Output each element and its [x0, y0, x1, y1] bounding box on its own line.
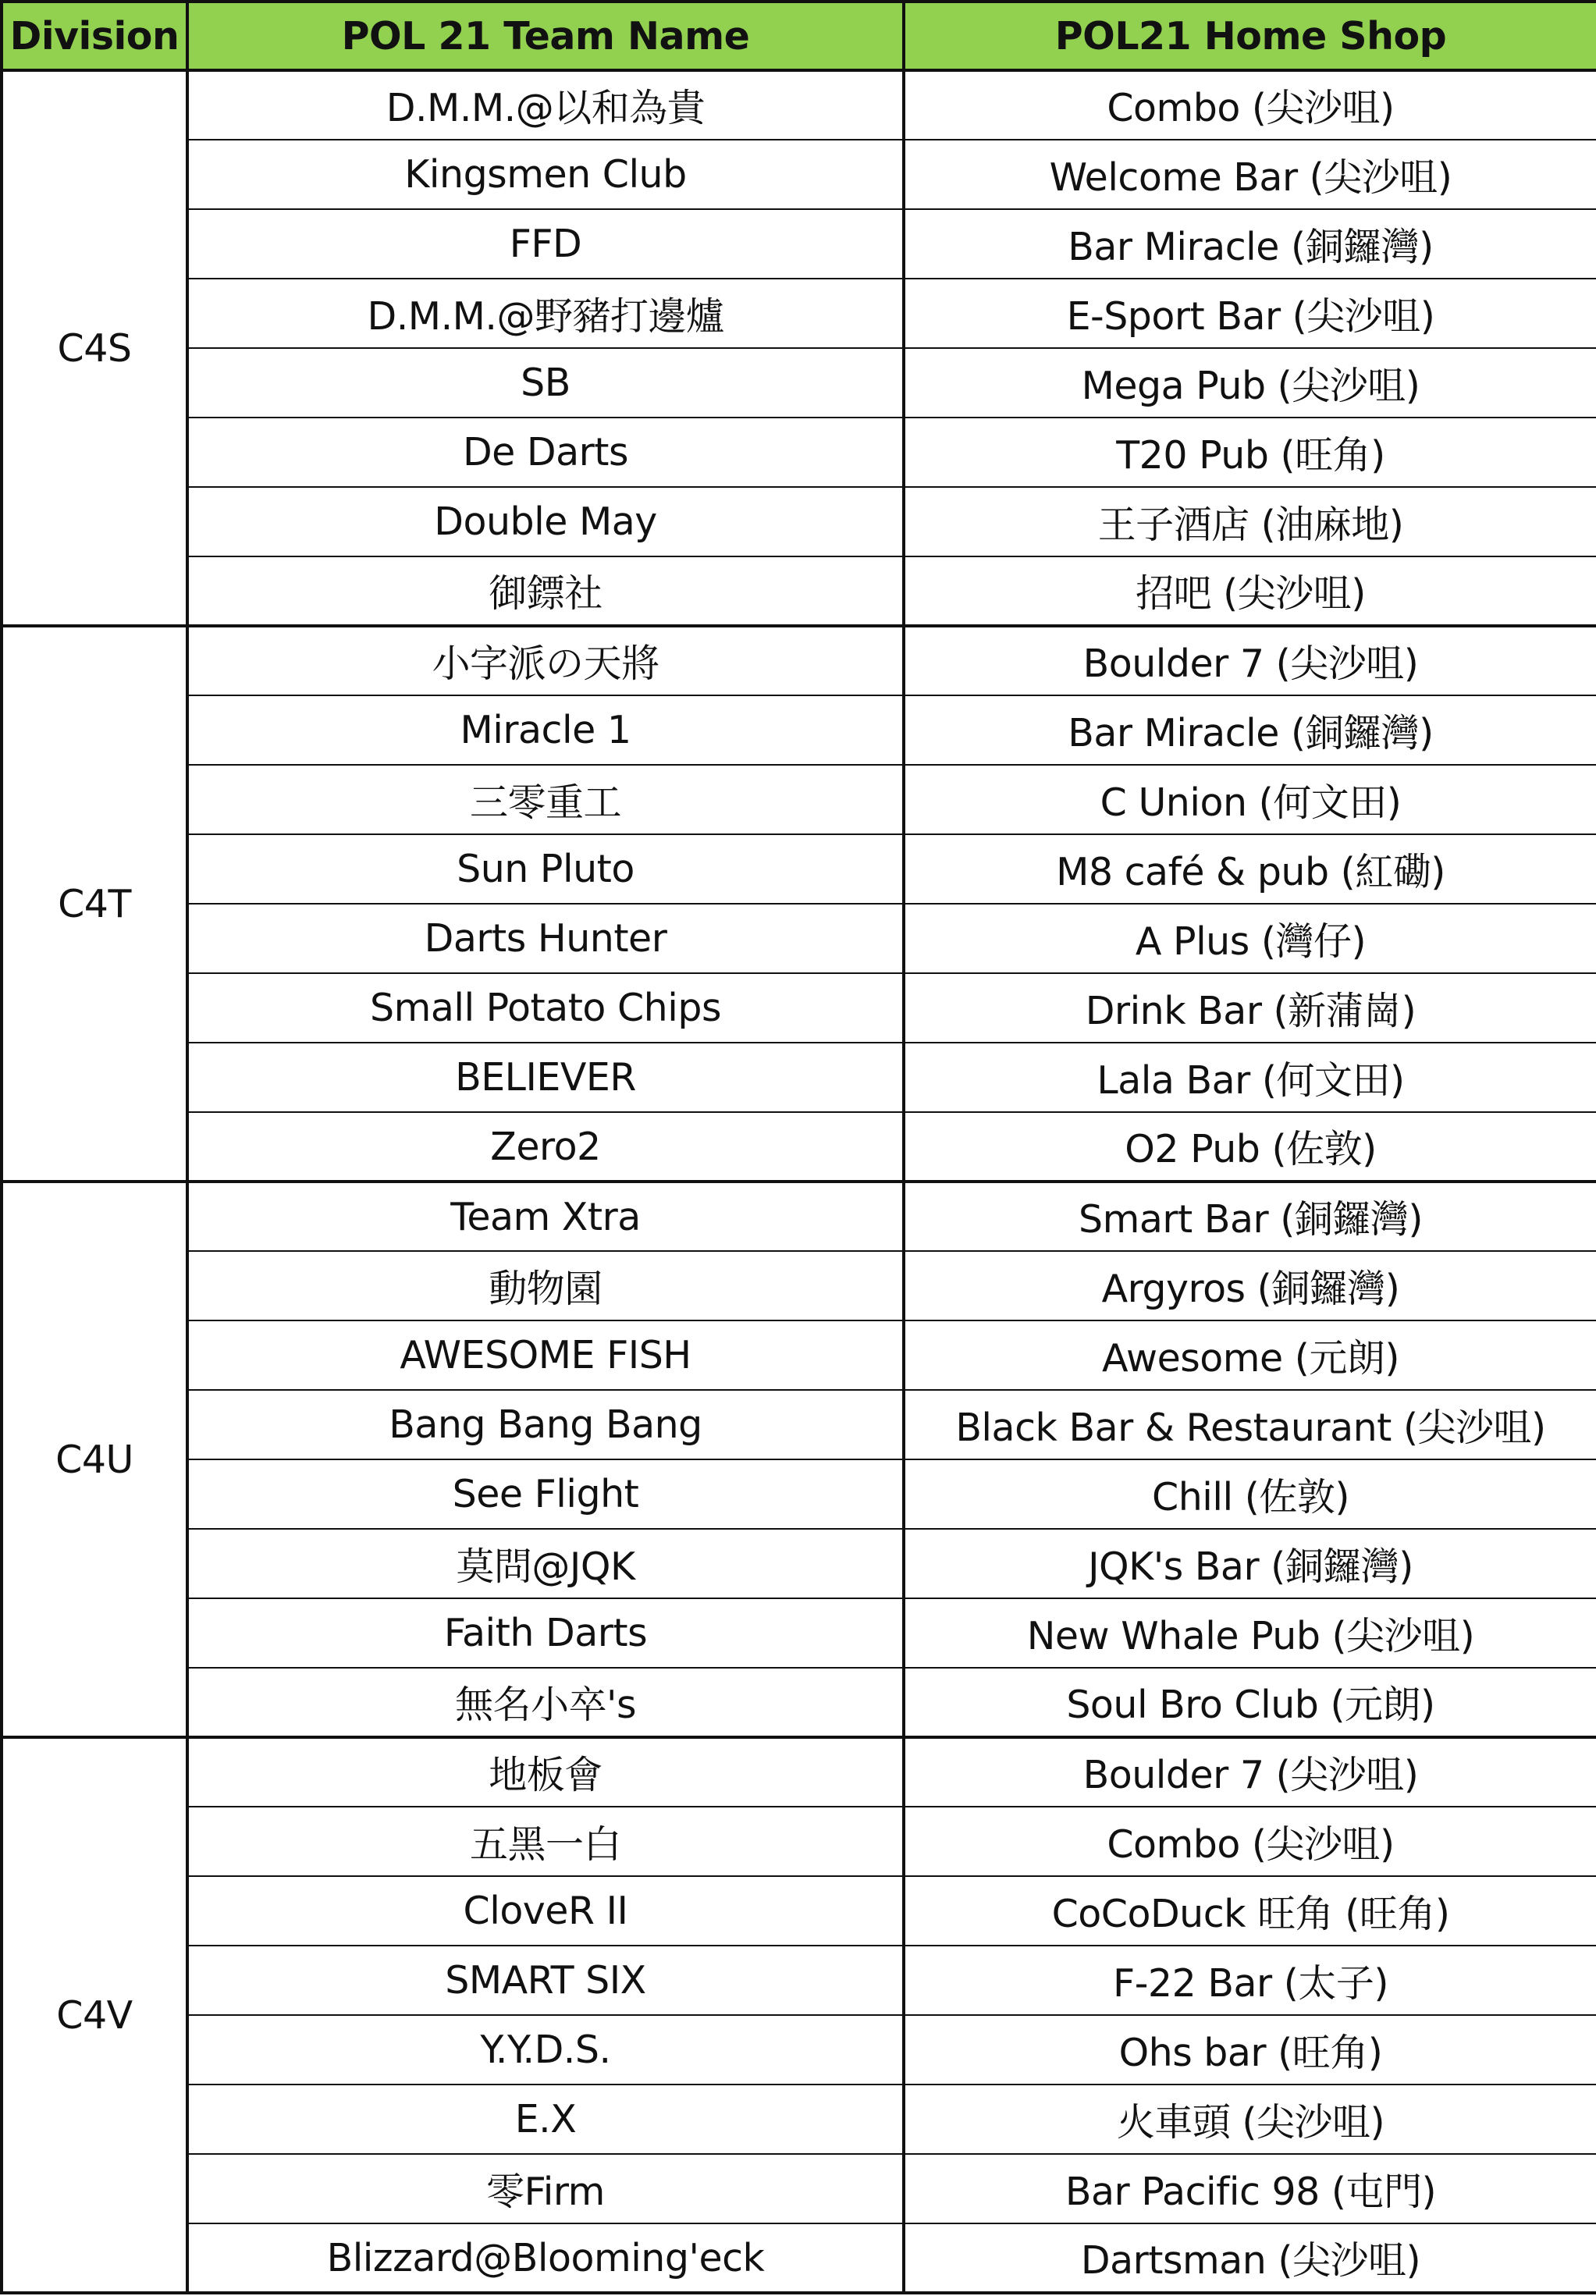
- home-shop-cell: Boulder 7 (尖沙咀): [904, 1737, 1596, 1807]
- team-name-cell: SMART SIX: [187, 1946, 904, 2015]
- team-name-cell: Kingsmen Club: [187, 140, 904, 209]
- table-row: [2, 1946, 1596, 2015]
- home-shop-cell: F-22 Bar (太子): [904, 1946, 1596, 2015]
- team-name-cell: Team Xtra: [187, 1182, 904, 1251]
- home-shop-cell: Soul Bro Club (元朗): [904, 1668, 1596, 1737]
- team-name-cell: 御鏢社: [187, 556, 904, 626]
- home-shop-cell: Bar Miracle (銅鑼灣): [904, 695, 1596, 765]
- table-row: [2, 209, 1596, 279]
- division-cell: C4S: [2, 70, 187, 626]
- table-row: [2, 973, 1596, 1043]
- table-row: [2, 418, 1596, 487]
- table-row: [2, 1876, 1596, 1946]
- home-shop-cell: C Union (何文田): [904, 765, 1596, 834]
- table-row: [2, 487, 1596, 556]
- home-shop-cell: Combo (尖沙咀): [904, 1807, 1596, 1876]
- table-body: [2, 70, 1596, 2293]
- table-row: [2, 1598, 1596, 1668]
- home-shop-cell: 火車頭 (尖沙咀): [904, 2085, 1596, 2154]
- home-shop-cell: CoCoDuck 旺角 (旺角): [904, 1876, 1596, 1946]
- table-row: [2, 1320, 1596, 1390]
- table-row: [2, 765, 1596, 834]
- team-name-cell: Blizzard@Blooming'eck: [187, 2223, 904, 2293]
- division-cell: C4T: [2, 626, 187, 1182]
- table-row: [2, 140, 1596, 209]
- home-shop-cell: Black Bar & Restaurant (尖沙咀): [904, 1390, 1596, 1459]
- team-name-cell: Miracle 1: [187, 695, 904, 765]
- home-shop-cell: Combo (尖沙咀): [904, 70, 1596, 140]
- home-shop-cell: Mega Pub (尖沙咀): [904, 348, 1596, 418]
- team-name-cell: 無名小卒's: [187, 1668, 904, 1737]
- home-shop-cell: Argyros (銅鑼灣): [904, 1251, 1596, 1320]
- table-row: [2, 2223, 1596, 2293]
- table-row: [2, 1390, 1596, 1459]
- home-shop-cell: Chill (佐敦): [904, 1459, 1596, 1529]
- table-row: [2, 626, 1596, 695]
- home-shop-cell: JQK's Bar (銅鑼灣): [904, 1529, 1596, 1598]
- division-cell: C4V: [2, 1737, 187, 2293]
- team-name-cell: Small Potato Chips: [187, 973, 904, 1043]
- table-row: [2, 834, 1596, 904]
- header-team-name: POL 21 Team Name: [187, 2, 904, 70]
- home-shop-cell: A Plus (灣仔): [904, 904, 1596, 973]
- table-row: [2, 70, 1596, 140]
- team-name-cell: D.M.M.@野豬打邊爐: [187, 279, 904, 348]
- team-name-cell: 五黑一白: [187, 1807, 904, 1876]
- home-shop-cell: Ohs bar (旺角): [904, 2015, 1596, 2085]
- home-shop-cell: M8 café & pub (紅磡): [904, 834, 1596, 904]
- table-row: [2, 695, 1596, 765]
- table-row: [2, 556, 1596, 626]
- home-shop-cell: T20 Pub (旺角): [904, 418, 1596, 487]
- table-row: [2, 279, 1596, 348]
- header-division: Division: [2, 2, 187, 70]
- home-shop-cell: E-Sport Bar (尖沙咀): [904, 279, 1596, 348]
- team-name-cell: Darts Hunter: [187, 904, 904, 973]
- team-name-cell: 地板會: [187, 1737, 904, 1807]
- table-row: [2, 348, 1596, 418]
- table-row: [2, 1737, 1596, 1807]
- team-name-cell: 三零重工: [187, 765, 904, 834]
- table-row: [2, 904, 1596, 973]
- table-row: [2, 2085, 1596, 2154]
- home-shop-cell: Smart Bar (銅鑼灣): [904, 1182, 1596, 1251]
- team-name-cell: 小字派の天將: [187, 626, 904, 695]
- team-name-cell: CloveR II: [187, 1876, 904, 1946]
- header-row: [2, 2, 1596, 70]
- header-home-shop: POL21 Home Shop: [904, 2, 1596, 70]
- team-name-cell: Sun Pluto: [187, 834, 904, 904]
- table-header: [2, 2, 1596, 70]
- team-name-cell: BELIEVER: [187, 1043, 904, 1112]
- table-row: [2, 2154, 1596, 2223]
- team-name-cell: See Flight: [187, 1459, 904, 1529]
- table-row: [2, 1251, 1596, 1320]
- home-shop-cell: O2 Pub (佐敦): [904, 1112, 1596, 1182]
- home-shop-cell: 王子酒店 (油麻地): [904, 487, 1596, 556]
- team-name-cell: D.M.M.@以和為貴: [187, 70, 904, 140]
- home-shop-cell: New Whale Pub (尖沙咀): [904, 1598, 1596, 1668]
- home-shop-cell: Dartsman (尖沙咀): [904, 2223, 1596, 2293]
- team-name-cell: Y.Y.D.S.: [187, 2015, 904, 2085]
- team-name-cell: 零Firm: [187, 2154, 904, 2223]
- team-name-cell: 莫問@JQK: [187, 1529, 904, 1598]
- home-shop-cell: Welcome Bar (尖沙咀): [904, 140, 1596, 209]
- table-row: [2, 1529, 1596, 1598]
- team-name-cell: Faith Darts: [187, 1598, 904, 1668]
- team-name-cell: Zero2: [187, 1112, 904, 1182]
- team-name-cell: E.X: [187, 2085, 904, 2154]
- table-row: [2, 1182, 1596, 1251]
- home-shop-cell: Boulder 7 (尖沙咀): [904, 626, 1596, 695]
- team-name-cell: AWESOME FISH: [187, 1320, 904, 1390]
- division-cell: C4U: [2, 1182, 187, 1737]
- home-shop-cell: 招吧 (尖沙咀): [904, 556, 1596, 626]
- table-row: [2, 1668, 1596, 1737]
- table-row: [2, 2015, 1596, 2085]
- table-row: [2, 1459, 1596, 1529]
- team-name-cell: De Darts: [187, 418, 904, 487]
- team-name-cell: Double May: [187, 487, 904, 556]
- home-shop-cell: Drink Bar (新蒲崗): [904, 973, 1596, 1043]
- table-row: [2, 1043, 1596, 1112]
- table-row: [2, 1807, 1596, 1876]
- home-shop-cell: Bar Miracle (銅鑼灣): [904, 209, 1596, 279]
- team-name-cell: 動物園: [187, 1251, 904, 1320]
- table-row: [2, 1112, 1596, 1182]
- team-name-cell: SB: [187, 348, 904, 418]
- home-shop-cell: Lala Bar (何文田): [904, 1043, 1596, 1112]
- team-name-cell: FFD: [187, 209, 904, 279]
- home-shop-cell: Awesome (元朗): [904, 1320, 1596, 1390]
- home-shop-cell: Bar Pacific 98 (屯門): [904, 2154, 1596, 2223]
- team-name-cell: Bang Bang Bang: [187, 1390, 904, 1459]
